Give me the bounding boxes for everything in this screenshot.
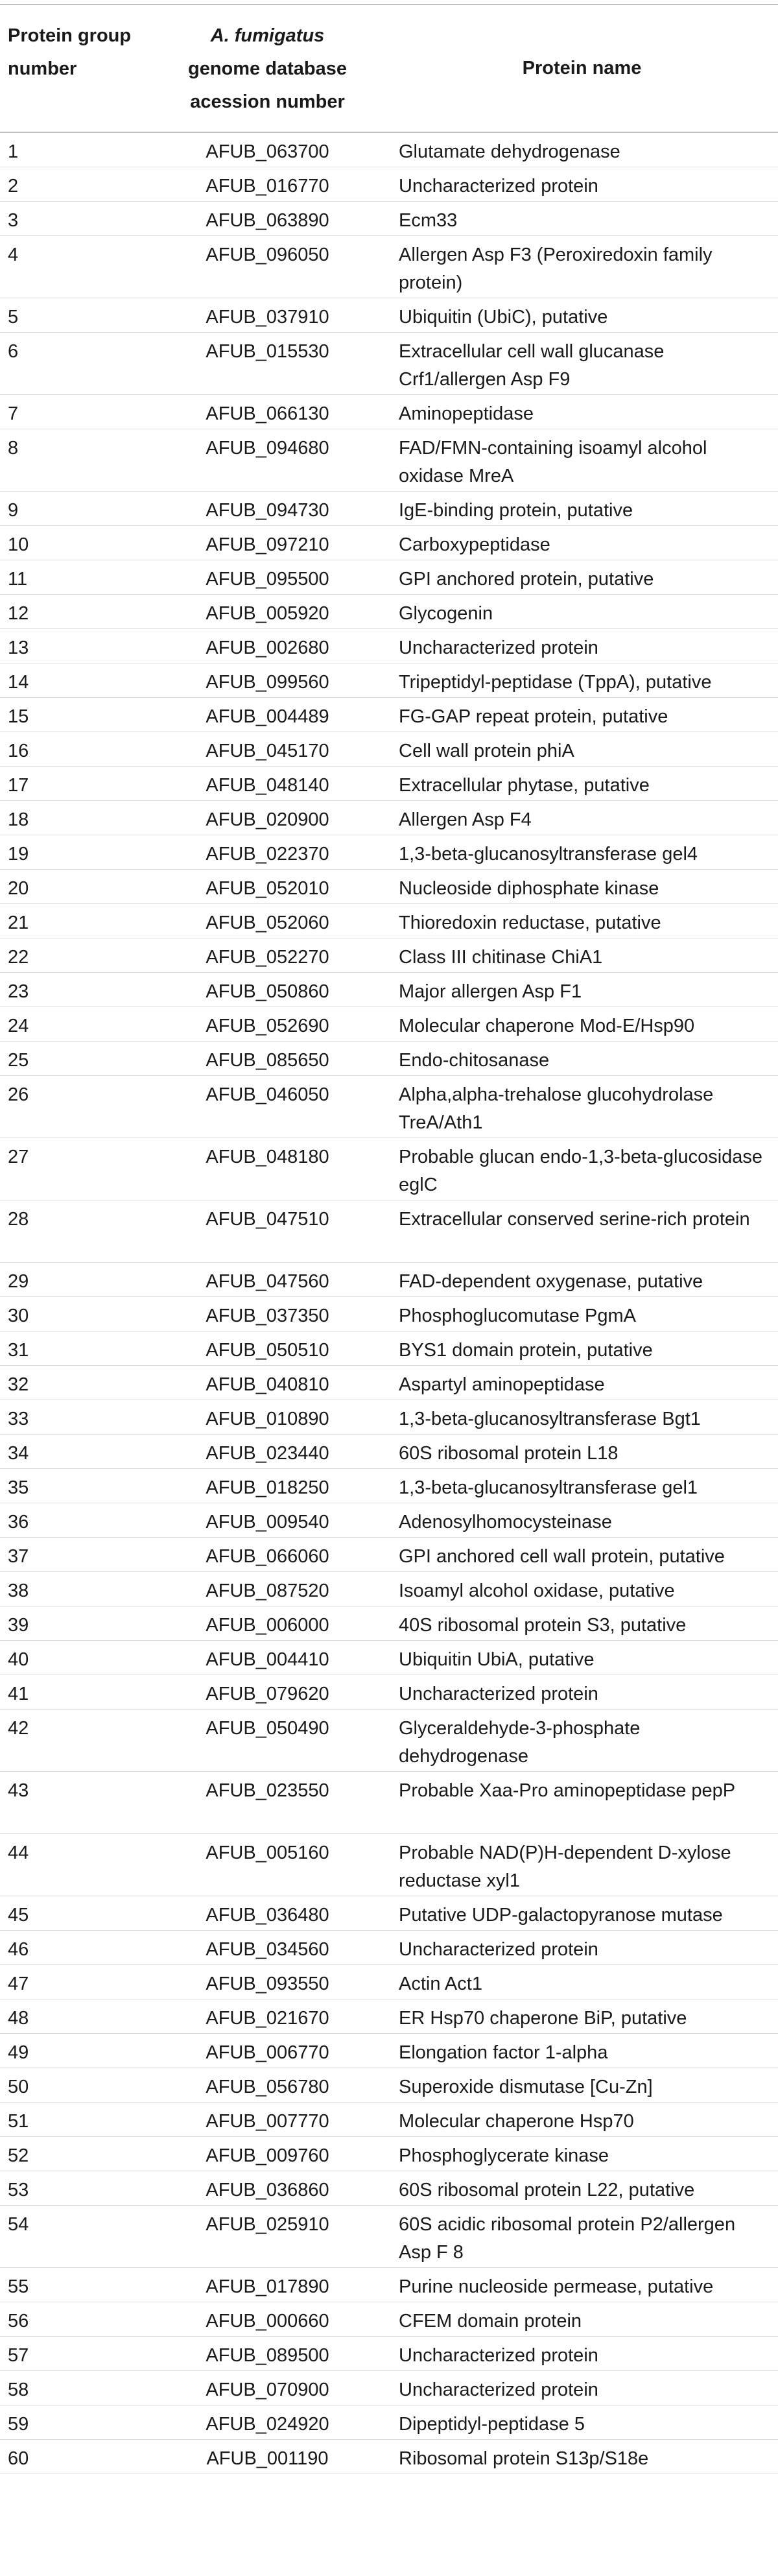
table-row <box>0 1999 778 2033</box>
protein-name: Glutamate dehydrogenase <box>386 132 778 167</box>
protein-group-number: 1 <box>0 132 149 167</box>
table-row <box>0 1296 778 1331</box>
accession-number: AFUB_036860 <box>149 2171 386 2205</box>
table-row <box>0 1571 778 1606</box>
accession-number: AFUB_010890 <box>149 1400 386 1434</box>
accession-number: AFUB_046050 <box>149 1075 386 1138</box>
accession-number: AFUB_016770 <box>149 167 386 201</box>
table-row <box>0 1400 778 1434</box>
protein-group-number: 8 <box>0 429 149 491</box>
header-row <box>0 5 778 132</box>
accession-number: AFUB_099560 <box>149 663 386 697</box>
accession-number: AFUB_063890 <box>149 201 386 235</box>
protein-group-number: 50 <box>0 2068 149 2102</box>
accession-number: AFUB_020900 <box>149 800 386 835</box>
header-protein-name: Protein name <box>386 5 778 132</box>
accession-number: AFUB_002680 <box>149 628 386 663</box>
protein-group-number: 55 <box>0 2267 149 2302</box>
accession-number: AFUB_005160 <box>149 1833 386 1896</box>
accession-number: AFUB_000660 <box>149 2302 386 2336</box>
accession-number: AFUB_050510 <box>149 1331 386 1365</box>
table-row <box>0 2267 778 2302</box>
protein-name: Phosphoglucomutase PgmA <box>386 1296 778 1331</box>
header-species-name: A. fumigatus <box>210 25 325 46</box>
protein-group-number: 15 <box>0 697 149 732</box>
accession-number: AFUB_066130 <box>149 394 386 429</box>
table-row <box>0 938 778 972</box>
table-row <box>0 1640 778 1675</box>
protein-name: Elongation factor 1-alpha <box>386 2033 778 2068</box>
table-row <box>0 1007 778 1041</box>
protein-name: Probable Xaa-Pro aminopeptidase pepP <box>386 1771 778 1833</box>
table-row <box>0 1075 778 1138</box>
table-row <box>0 2336 778 2370</box>
protein-name: FAD-dependent oxygenase, putative <box>386 1262 778 1296</box>
accession-number: AFUB_052690 <box>149 1007 386 1041</box>
table-row <box>0 167 778 201</box>
accession-number: AFUB_004410 <box>149 1640 386 1675</box>
table-row <box>0 1434 778 1468</box>
protein-group-number: 32 <box>0 1365 149 1400</box>
table-row <box>0 1606 778 1640</box>
protein-name: Uncharacterized protein <box>386 2370 778 2405</box>
table-row <box>0 1771 778 1833</box>
accession-number: AFUB_009540 <box>149 1503 386 1537</box>
protein-group-number: 42 <box>0 1709 149 1771</box>
accession-number: AFUB_006770 <box>149 2033 386 2068</box>
protein-name: Endo-chitosanase <box>386 1041 778 1075</box>
protein-name: Allergen Asp F4 <box>386 800 778 835</box>
protein-name: Purine nucleoside permease, putative <box>386 2267 778 2302</box>
table-row <box>0 1331 778 1365</box>
protein-name: Aminopeptidase <box>386 394 778 429</box>
accession-number: AFUB_063700 <box>149 132 386 167</box>
protein-name: 1,3-beta-glucanosyltransferase gel1 <box>386 1468 778 1503</box>
protein-name: GPI anchored protein, putative <box>386 560 778 594</box>
accession-number: AFUB_087520 <box>149 1571 386 1606</box>
protein-name: Extracellular cell wall glucanase Crf1/allergen Asp F9 <box>386 332 778 394</box>
protein-name: Putative UDP-galactopyranose mutase <box>386 1896 778 1930</box>
protein-group-number: 52 <box>0 2136 149 2171</box>
protein-group-number: 5 <box>0 298 149 332</box>
table-row <box>0 2302 778 2336</box>
protein-name: BYS1 domain protein, putative <box>386 1331 778 1365</box>
table-row <box>0 697 778 732</box>
protein-group-number: 10 <box>0 525 149 560</box>
accession-number: AFUB_004489 <box>149 697 386 732</box>
protein-name: Probable glucan endo-1,3-beta-glucosidase eglC <box>386 1138 778 1200</box>
table-row <box>0 1138 778 1200</box>
table-row <box>0 869 778 903</box>
protein-name: Actin Act1 <box>386 1964 778 1999</box>
protein-group-number: 35 <box>0 1468 149 1503</box>
accession-number: AFUB_079620 <box>149 1675 386 1709</box>
protein-group-number: 29 <box>0 1262 149 1296</box>
protein-group-number: 45 <box>0 1896 149 1930</box>
accession-number: AFUB_052010 <box>149 869 386 903</box>
protein-group-number: 54 <box>0 2205 149 2267</box>
accession-number: AFUB_052270 <box>149 938 386 972</box>
protein-group-number: 6 <box>0 332 149 394</box>
protein-group-number: 36 <box>0 1503 149 1537</box>
table-row <box>0 2068 778 2102</box>
accession-number: AFUB_023550 <box>149 1771 386 1833</box>
accession-number: AFUB_034560 <box>149 1930 386 1964</box>
protein-group-number: 30 <box>0 1296 149 1331</box>
protein-group-number: 12 <box>0 594 149 628</box>
protein-group-number: 49 <box>0 2033 149 2068</box>
protein-name: Probable NAD(P)H-dependent D-xylose reductase xyl1 <box>386 1833 778 1896</box>
protein-name: 60S ribosomal protein L22, putative <box>386 2171 778 2205</box>
protein-group-number: 41 <box>0 1675 149 1709</box>
protein-name: Glyceraldehyde-3-phosphate dehydrogenase <box>386 1709 778 1771</box>
table-row <box>0 1262 778 1296</box>
protein-group-number: 46 <box>0 1930 149 1964</box>
table-row <box>0 2205 778 2267</box>
protein-name: Uncharacterized protein <box>386 2336 778 2370</box>
accession-number: AFUB_048140 <box>149 766 386 800</box>
accession-number: AFUB_017890 <box>149 2267 386 2302</box>
protein-group-number: 24 <box>0 1007 149 1041</box>
table-row <box>0 1709 778 1771</box>
protein-name: Molecular chaperone Mod-E/Hsp90 <box>386 1007 778 1041</box>
accession-number: AFUB_037350 <box>149 1296 386 1331</box>
accession-number: AFUB_047560 <box>149 1262 386 1296</box>
table-row <box>0 663 778 697</box>
protein-name: CFEM domain protein <box>386 2302 778 2336</box>
protein-name: Glycogenin <box>386 594 778 628</box>
protein-name: 60S acidic ribosomal protein P2/allergen Asp F 8 <box>386 2205 778 2267</box>
protein-name: Thioredoxin reductase, putative <box>386 903 778 938</box>
protein-group-number: 4 <box>0 235 149 298</box>
protein-group-number: 23 <box>0 972 149 1007</box>
accession-number: AFUB_037910 <box>149 298 386 332</box>
table-row <box>0 2033 778 2068</box>
table-row <box>0 1896 778 1930</box>
protein-name: 60S ribosomal protein L18 <box>386 1434 778 1468</box>
protein-group-number: 53 <box>0 2171 149 2205</box>
table-row <box>0 1468 778 1503</box>
protein-group-number: 56 <box>0 2302 149 2336</box>
accession-number: AFUB_005920 <box>149 594 386 628</box>
protein-group-number: 18 <box>0 800 149 835</box>
protein-name: Extracellular phytase, putative <box>386 766 778 800</box>
accession-number: AFUB_050860 <box>149 972 386 1007</box>
protein-group-number: 2 <box>0 167 149 201</box>
protein-group-number: 51 <box>0 2102 149 2136</box>
protein-name: Ecm33 <box>386 201 778 235</box>
table-row <box>0 2405 778 2439</box>
accession-number: AFUB_089500 <box>149 2336 386 2370</box>
protein-name: Nucleoside diphosphate kinase <box>386 869 778 903</box>
table-row <box>0 835 778 869</box>
protein-name: FAD/FMN-containing isoamyl alcohol oxidase MreA <box>386 429 778 491</box>
table-row <box>0 2136 778 2171</box>
accession-number: AFUB_006000 <box>149 1606 386 1640</box>
accession-number: AFUB_094680 <box>149 429 386 491</box>
protein-name: Uncharacterized protein <box>386 1675 778 1709</box>
protein-group-number: 21 <box>0 903 149 938</box>
accession-number: AFUB_093550 <box>149 1964 386 1999</box>
table-row <box>0 766 778 800</box>
protein-name: Cell wall protein phiA <box>386 732 778 766</box>
protein-name: Major allergen Asp F1 <box>386 972 778 1007</box>
accession-number: AFUB_056780 <box>149 2068 386 2102</box>
protein-name: IgE-binding protein, putative <box>386 491 778 525</box>
protein-group-number: 9 <box>0 491 149 525</box>
protein-name: 1,3-beta-glucanosyltransferase gel4 <box>386 835 778 869</box>
protein-group-number: 14 <box>0 663 149 697</box>
accession-number: AFUB_036480 <box>149 1896 386 1930</box>
protein-group-number: 43 <box>0 1771 149 1833</box>
accession-number: AFUB_025910 <box>149 2205 386 2267</box>
protein-group-number: 19 <box>0 835 149 869</box>
accession-number: AFUB_050490 <box>149 1709 386 1771</box>
accession-number: AFUB_015530 <box>149 332 386 394</box>
table-row <box>0 491 778 525</box>
protein-name: 1,3-beta-glucanosyltransferase Bgt1 <box>386 1400 778 1434</box>
protein-group-number: 27 <box>0 1138 149 1200</box>
table-row <box>0 394 778 429</box>
protein-group-number: 3 <box>0 201 149 235</box>
accession-number: AFUB_048180 <box>149 1138 386 1200</box>
table-row <box>0 1200 778 1262</box>
table-row <box>0 2102 778 2136</box>
accession-number: AFUB_047510 <box>149 1200 386 1262</box>
protein-group-number: 17 <box>0 766 149 800</box>
protein-name: Class III chitinase ChiA1 <box>386 938 778 972</box>
protein-name: Tripeptidyl-peptidase (TppA), putative <box>386 663 778 697</box>
accession-number: AFUB_007770 <box>149 2102 386 2136</box>
protein-name: FG-GAP repeat protein, putative <box>386 697 778 732</box>
accession-number: AFUB_094730 <box>149 491 386 525</box>
table-row <box>0 201 778 235</box>
protein-name: Ubiquitin UbiA, putative <box>386 1640 778 1675</box>
accession-number: AFUB_066060 <box>149 1537 386 1571</box>
protein-group-number: 7 <box>0 394 149 429</box>
table-row <box>0 1675 778 1709</box>
table-row <box>0 525 778 560</box>
protein-group-number: 20 <box>0 869 149 903</box>
protein-group-number: 11 <box>0 560 149 594</box>
protein-name: Allergen Asp F3 (Peroxiredoxin family protein) <box>386 235 778 298</box>
protein-name: Carboxypeptidase <box>386 525 778 560</box>
table-row <box>0 1365 778 1400</box>
table-row <box>0 1833 778 1896</box>
table-row <box>0 132 778 167</box>
accession-number: AFUB_024920 <box>149 2405 386 2439</box>
accession-number: AFUB_001190 <box>149 2439 386 2474</box>
protein-group-number: 44 <box>0 1833 149 1896</box>
table-row <box>0 1503 778 1537</box>
accession-number: AFUB_021670 <box>149 1999 386 2033</box>
protein-table <box>0 4 778 2474</box>
table-row <box>0 298 778 332</box>
table-row <box>0 332 778 394</box>
protein-name: 40S ribosomal protein S3, putative <box>386 1606 778 1640</box>
table-row <box>0 1537 778 1571</box>
protein-group-number: 58 <box>0 2370 149 2405</box>
table-row <box>0 800 778 835</box>
table-row <box>0 235 778 298</box>
accession-number: AFUB_045170 <box>149 732 386 766</box>
protein-group-number: 26 <box>0 1075 149 1138</box>
protein-name: Molecular chaperone Hsp70 <box>386 2102 778 2136</box>
table-row <box>0 903 778 938</box>
table-row <box>0 2370 778 2405</box>
protein-group-number: 22 <box>0 938 149 972</box>
accession-number: AFUB_085650 <box>149 1041 386 1075</box>
protein-group-number: 47 <box>0 1964 149 1999</box>
protein-name: Uncharacterized protein <box>386 628 778 663</box>
protein-name: Phosphoglycerate kinase <box>386 2136 778 2171</box>
table-row <box>0 1041 778 1075</box>
protein-group-number: 59 <box>0 2405 149 2439</box>
accession-number: AFUB_022370 <box>149 835 386 869</box>
protein-group-number: 38 <box>0 1571 149 1606</box>
protein-group-number: 31 <box>0 1331 149 1365</box>
accession-number: AFUB_009760 <box>149 2136 386 2171</box>
accession-number: AFUB_095500 <box>149 560 386 594</box>
protein-group-number: 37 <box>0 1537 149 1571</box>
accession-number: AFUB_052060 <box>149 903 386 938</box>
table-row <box>0 2439 778 2474</box>
protein-group-number: 48 <box>0 1999 149 2033</box>
protein-name: Uncharacterized protein <box>386 167 778 201</box>
table-row <box>0 560 778 594</box>
protein-group-number: 57 <box>0 2336 149 2370</box>
protein-name: Ribosomal protein S13p/S18e <box>386 2439 778 2474</box>
table-row <box>0 732 778 766</box>
protein-name: Ubiquitin (UbiC), putative <box>386 298 778 332</box>
protein-name: Adenosylhomocysteinase <box>386 1503 778 1537</box>
accession-number: AFUB_097210 <box>149 525 386 560</box>
accession-number: AFUB_023440 <box>149 1434 386 1468</box>
table-body <box>0 132 778 2474</box>
protein-name: Dipeptidyl-peptidase 5 <box>386 2405 778 2439</box>
table-row <box>0 1964 778 1999</box>
protein-group-number: 16 <box>0 732 149 766</box>
accession-number: AFUB_096050 <box>149 235 386 298</box>
protein-name: Uncharacterized protein <box>386 1930 778 1964</box>
protein-group-number: 33 <box>0 1400 149 1434</box>
table-row <box>0 972 778 1007</box>
header-accession-number <box>149 5 386 132</box>
protein-name: GPI anchored cell wall protein, putative <box>386 1537 778 1571</box>
table-row <box>0 1930 778 1964</box>
protein-group-number: 34 <box>0 1434 149 1468</box>
protein-group-number: 25 <box>0 1041 149 1075</box>
table-header <box>0 5 778 132</box>
protein-name: Aspartyl aminopeptidase <box>386 1365 778 1400</box>
protein-group-number: 28 <box>0 1200 149 1262</box>
table-row <box>0 594 778 628</box>
protein-group-number: 40 <box>0 1640 149 1675</box>
table-row <box>0 429 778 491</box>
accession-number: AFUB_070900 <box>149 2370 386 2405</box>
protein-group-number: 39 <box>0 1606 149 1640</box>
table-row <box>0 628 778 663</box>
protein-name: Superoxide dismutase [Cu-Zn] <box>386 2068 778 2102</box>
protein-name: Extracellular conserved serine-rich protein <box>386 1200 778 1262</box>
protein-group-number: 60 <box>0 2439 149 2474</box>
accession-number: AFUB_018250 <box>149 1468 386 1503</box>
header-accession-label: genome database acession number <box>188 58 347 112</box>
header-protein-group-number: Protein group number <box>0 5 149 132</box>
table-row <box>0 2171 778 2205</box>
protein-group-number: 13 <box>0 628 149 663</box>
protein-name: ER Hsp70 chaperone BiP, putative <box>386 1999 778 2033</box>
protein-name: Isoamyl alcohol oxidase, putative <box>386 1571 778 1606</box>
accession-number: AFUB_040810 <box>149 1365 386 1400</box>
protein-name: Alpha,alpha-trehalose glucohydrolase TreA/Ath1 <box>386 1075 778 1138</box>
